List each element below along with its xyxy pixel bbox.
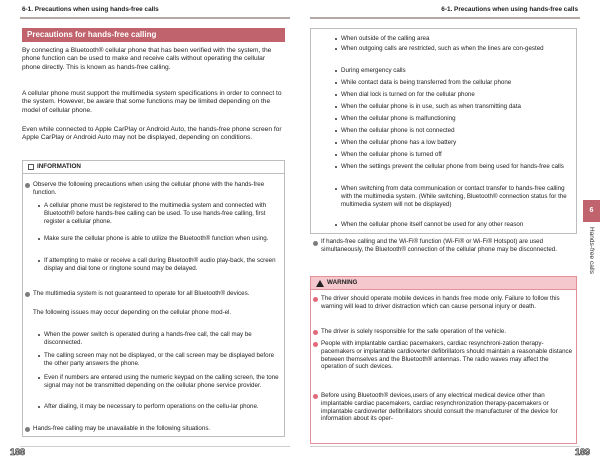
warning-title: WARNING: [327, 279, 358, 286]
warning-bullet-icon: [313, 394, 318, 399]
intro-paragraph-1: By connecting a Bluetooth® cellular phone that has been verified with the system, the phone function can be used to make and receive calls without operating the cellular phone directly. This is known as hands-free calling.: [22, 47, 272, 71]
warning-item: Before using Bluetooth® devices,users of any electrical medical device other than implantable cardiac pacemakers, cardiac resynchronization therapy-pacemakers or implantable cardioverter defibrillators should consult the manufacturer of the device for information about its oper-: [321, 392, 558, 423]
situation-bullet: During emergency calls: [341, 67, 406, 74]
bullet-dot-icon: [335, 166, 337, 168]
info-bullet: Make sure the cellular phone is able to utilize the Bluetooth® function when using.: [44, 235, 269, 242]
situation-bullet: When the cellular phone has a low battery: [341, 139, 457, 146]
section-title: Precautions for hands-free calling: [22, 28, 285, 42]
situation-bullet: When the cellular phone is malfunctioning: [341, 115, 456, 122]
bullet-dot-icon: [38, 406, 40, 408]
header-rule: [310, 17, 580, 19]
info-bullet: When the power switch is operated during a hands-free call, the call may be disconnected.: [44, 331, 252, 346]
right-page-header: 6-1. Precautions when using hands-free calls: [441, 6, 578, 13]
bullet-dot-icon: [335, 94, 337, 96]
bullet-dot-icon: [335, 154, 337, 156]
warning-bullet-icon: [313, 330, 318, 335]
footer-rule: [310, 446, 580, 447]
intro-paragraph-2: A cellular phone must support the multimedia system specifications in order to connect to the system. However, be aware that some functions may be limited depending on the model of cellular phone.: [22, 90, 282, 114]
bullet-dot-icon: [38, 205, 40, 207]
bullet-dot-icon: [335, 48, 337, 50]
warning-triangle-icon: [316, 280, 324, 287]
info-bullet: After dialing, it may be necessary to perform operations on the cellu-lar phone.: [44, 403, 259, 410]
bullet-dot-icon: [38, 260, 40, 262]
bullet-dot-icon: [335, 70, 337, 72]
chapter-label: Hands-free calls: [588, 227, 595, 274]
bullet-circle-icon: [313, 241, 318, 246]
bullet-circle-icon: [25, 427, 30, 432]
chapter-tab[interactable]: 6: [583, 200, 600, 222]
warning-item: People with implantable cardiac pacemakers, cardiac resynchroni-zation therapy-pacemakers or implantable cardioverter defibrillators should maintain a reasonable distance between themselves and the Bluetooth® antennas. The radio waves may affect the operation of such devices.: [321, 340, 573, 371]
situation-bullet: When the cellular phone is turned off: [341, 151, 442, 158]
bullet-dot-icon: [38, 238, 40, 240]
info-item-text: The multimedia system is not guaranteed to operate for all Bluetooth® devices.: [33, 290, 250, 297]
page-number: 189: [574, 447, 590, 457]
situation-bullet: While contact data is being transferred from the cellular phone: [341, 79, 512, 86]
situation-bullet: When outgoing calls are restricted, such as when the lines are con-gested: [341, 45, 544, 52]
warning-bullet-icon: [313, 297, 318, 302]
warning-item: The driver is solely responsible for the safe operation of the vehicle.: [321, 328, 507, 335]
wifi-note: If hands-free calling and the Wi-Fi® function (Wi-Fi® or Wi-Fi® Hotspot) are used simultaneously, the Bluetooth® connection of the cellular phone may be disconnected.: [321, 238, 557, 253]
bullet-dot-icon: [335, 118, 337, 120]
bullet-dot-icon: [38, 355, 40, 357]
info-bullet: Even if numbers are entered using the numeric keypad on the calling screen, the tone signal may not be transmitted depending on the cellular phone service provider.: [44, 374, 279, 389]
bullet-circle-icon: [25, 292, 30, 297]
situation-bullet: When the cellular phone is in use, such as when transmitting data: [341, 103, 521, 110]
situation-bullet: When the settings prevent the cellular phone from being used for hands-free calls: [341, 163, 564, 170]
info-bullet: A cellular phone must be registered to the multimedia system and connected with Bluetooth® before hands-free calling can be used. To use hands-free calling, first register a cellular phone.: [44, 202, 267, 225]
footer-rule: [20, 446, 290, 447]
warning-header: [311, 277, 576, 290]
info-bullet: The calling screen may not be displayed, or the call screen may be displayed before the other party answers the phone.: [44, 352, 275, 367]
bullet-dot-icon: [335, 142, 337, 144]
header-rule: [20, 17, 290, 19]
situation-bullet: When the cellular phone is not connected: [341, 127, 455, 134]
situation-bullet: When switching from data communication or contact transfer to hands-free calling with the multimedia system. (While switching, Bluetooth® connection status for the multimedia system will not be displayed): [341, 185, 567, 208]
situation-bullet: When dial lock is turned on for the cellular phone: [341, 91, 475, 98]
info-bullet: If attempting to make or receive a call during Bluetooth® audio play-back, the screen display and dial tone or ringtone sound may be delayed.: [44, 257, 276, 272]
situation-bullet: When outside of the calling area: [341, 35, 430, 42]
information-header: [23, 161, 284, 174]
situation-bullet: When the cellular phone itself cannot be used for any other reason: [341, 221, 524, 228]
bullet-dot-icon: [335, 188, 337, 190]
warning-bullet-icon: [313, 342, 318, 347]
bullet-dot-icon: [38, 334, 40, 336]
bullet-dot-icon: [38, 377, 40, 379]
information-title: INFORMATION: [37, 163, 81, 170]
bullet-circle-icon: [25, 183, 30, 188]
page-number: 188: [10, 447, 26, 457]
bullet-dot-icon: [335, 224, 337, 226]
right-page: [300, 0, 600, 462]
bullet-dot-icon: [335, 106, 337, 108]
warning-item: The driver should operate mobile devices in hands free mode only. Failure to follow this warning will lead to driver distraction which can cause personal injury or death.: [321, 295, 560, 310]
info-item-subtext: The following issues may occur depending on the cellular phone mod-el.: [33, 309, 232, 316]
bullet-dot-icon: [335, 130, 337, 132]
info-item-text: Hands-free calling may be unavailable in the following situations.: [33, 425, 211, 432]
left-page-header: 6-1. Precautions when using hands-free calls: [22, 6, 159, 13]
bullet-dot-icon: [335, 82, 337, 84]
info-item-text: Observe the following precautions when using the cellular phone with the hands-free function.: [33, 181, 265, 196]
intro-paragraph-3: Even while connected to Apple CarPlay or Android Auto, the hands-free phone screen for Apple CarPlay or Android Auto may not be displayed, depending on conditions.: [22, 126, 282, 142]
bullet-dot-icon: [335, 38, 337, 40]
info-icon: [28, 164, 34, 170]
